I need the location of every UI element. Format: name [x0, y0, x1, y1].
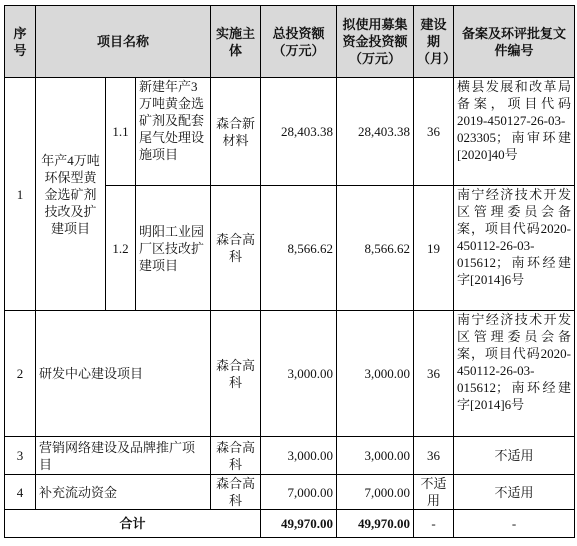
- implementing-entity: 森合高科: [211, 186, 261, 311]
- total-label: 合计: [5, 510, 261, 538]
- planned-raise: 3,000.00: [337, 311, 414, 437]
- construction-period: 不适用: [414, 475, 454, 510]
- planned-raise: 3,000.00: [337, 437, 414, 475]
- implementing-entity: 森合高科: [211, 437, 261, 475]
- total-investment: 8,566.62: [261, 186, 337, 311]
- table-row: [5, 437, 575, 475]
- project-group-name: 年产4万吨环保型黄金选矿剂技改及扩建项目: [36, 78, 106, 311]
- row-seq: 1: [5, 78, 36, 311]
- filing-number: 南宁经济技术开发区管理委员会备案，项目代码2020-450112-26-03-015612；南环经建字[2014]6号: [454, 186, 575, 311]
- total-row: [5, 510, 575, 538]
- header-total-investment: 总投资额（万元）: [261, 6, 337, 78]
- header-filing: 备案及环评批复文件编号: [454, 6, 575, 78]
- total-investment: 7,000.00: [261, 475, 337, 510]
- row-seq: 4: [5, 475, 36, 510]
- sub-project-name: 新建年产3万吨黄金选矿剂及配套尾气处理设施项目: [136, 78, 211, 186]
- filing-number: 横县发展和改革局备案，项目代码2019-450127-26-03-023305；南审环建[2020]40号: [454, 78, 575, 186]
- project-name: 研发中心建设项目: [36, 311, 211, 437]
- planned-raise: 7,000.00: [337, 475, 414, 510]
- filing-number: 南宁经济技术开发区管理委员会备案，项目代码2020-450112-26-03-015612；南环经建字[2014]6号: [454, 311, 575, 437]
- planned-raise: 8,566.62: [337, 186, 414, 311]
- construction-period: 36: [414, 78, 454, 186]
- sub-project-code: 1.1: [106, 78, 136, 186]
- construction-period: 36: [414, 311, 454, 437]
- planned-raise-sum: 49,970.00: [337, 510, 414, 538]
- construction-period: 19: [414, 186, 454, 311]
- implementing-entity: 森合高科: [211, 475, 261, 510]
- total-investment: 3,000.00: [261, 311, 337, 437]
- row-seq: 3: [5, 437, 36, 475]
- header-project-name: 项目名称: [36, 6, 211, 78]
- construction-period: 36: [414, 437, 454, 475]
- total-filing: -: [454, 510, 575, 538]
- table-row: [5, 78, 575, 186]
- fund-usage-table: [4, 5, 575, 538]
- sub-project-code: 1.2: [106, 186, 136, 311]
- total-investment: 28,403.38: [261, 78, 337, 186]
- filing-number: 不适用: [454, 437, 575, 475]
- project-name: 营销网络建设及品牌推广项目: [36, 437, 211, 475]
- header-period: 建设期（月）: [414, 6, 454, 78]
- total-period: -: [414, 510, 454, 538]
- table-row: [5, 311, 575, 437]
- total-investment: 3,000.00: [261, 437, 337, 475]
- total-investment-sum: 49,970.00: [261, 510, 337, 538]
- header-seq: 序号: [5, 6, 36, 78]
- implementing-entity: 森合新材料: [211, 78, 261, 186]
- implementing-entity: 森合高科: [211, 311, 261, 437]
- row-seq: 2: [5, 311, 36, 437]
- filing-number: 不适用: [454, 475, 575, 510]
- planned-raise: 28,403.38: [337, 78, 414, 186]
- sub-project-name: 明阳工业园厂区技改扩建项目: [136, 186, 211, 311]
- project-name: 补充流动资金: [36, 475, 211, 510]
- table-row: [5, 475, 575, 510]
- header-planned-raise: 拟使用募集资金投资额（万元）: [337, 6, 414, 78]
- header-row: [5, 6, 575, 78]
- header-entity: 实施主体: [211, 6, 261, 78]
